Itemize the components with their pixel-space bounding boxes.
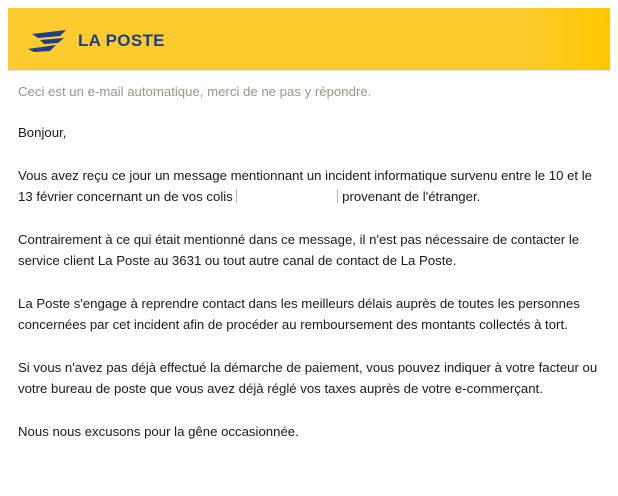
bird-logo-icon	[26, 30, 70, 52]
paragraph-incident	[18, 165, 606, 207]
redacted-parcel-number	[236, 189, 338, 203]
paragraph-incident-start: Vous avez reçu ce jour un message mentionnant un incident informatique survenu entre le 10 et le 13 février concernant un de vos colis	[18, 168, 593, 204]
brand-name: LA POSTE	[78, 31, 165, 50]
paragraph-payment: Si vous n'avez pas déjà effectué la démarche de paiement, vous pouvez indiquer à votre facteur ou votre bureau de poste que vous avez déjà réglé vos taxes auprès de votre e-commerçant.	[18, 360, 598, 396]
paragraph-incident-end: provenant de l'étranger.	[338, 189, 481, 204]
la-poste-logo[interactable]	[26, 30, 165, 52]
greeting: Bonjour,	[18, 125, 67, 140]
paragraph-refund: La Poste s'engage à reprendre contact dans les meilleurs délais auprès de toutes les personnes concernées par cet incident afin de procéder au remboursement des montants collectés à tort.	[18, 296, 580, 332]
paragraph-apology: Nous nous excusons pour la gêne occasionnée.	[18, 424, 299, 439]
automatic-email-notice: Ceci est un e-mail automatique, merci de ne pas y répondre.	[18, 84, 372, 99]
brand-banner	[8, 8, 610, 70]
email-body	[18, 122, 606, 442]
paragraph-no-contact-needed: Contrairement à ce qui était mentionné dans ce message, il n'est pas nécessaire de contacter le service client La Poste au 3631 ou tout autre canal de contact de La Poste.	[18, 232, 580, 268]
header-divider	[8, 70, 610, 71]
